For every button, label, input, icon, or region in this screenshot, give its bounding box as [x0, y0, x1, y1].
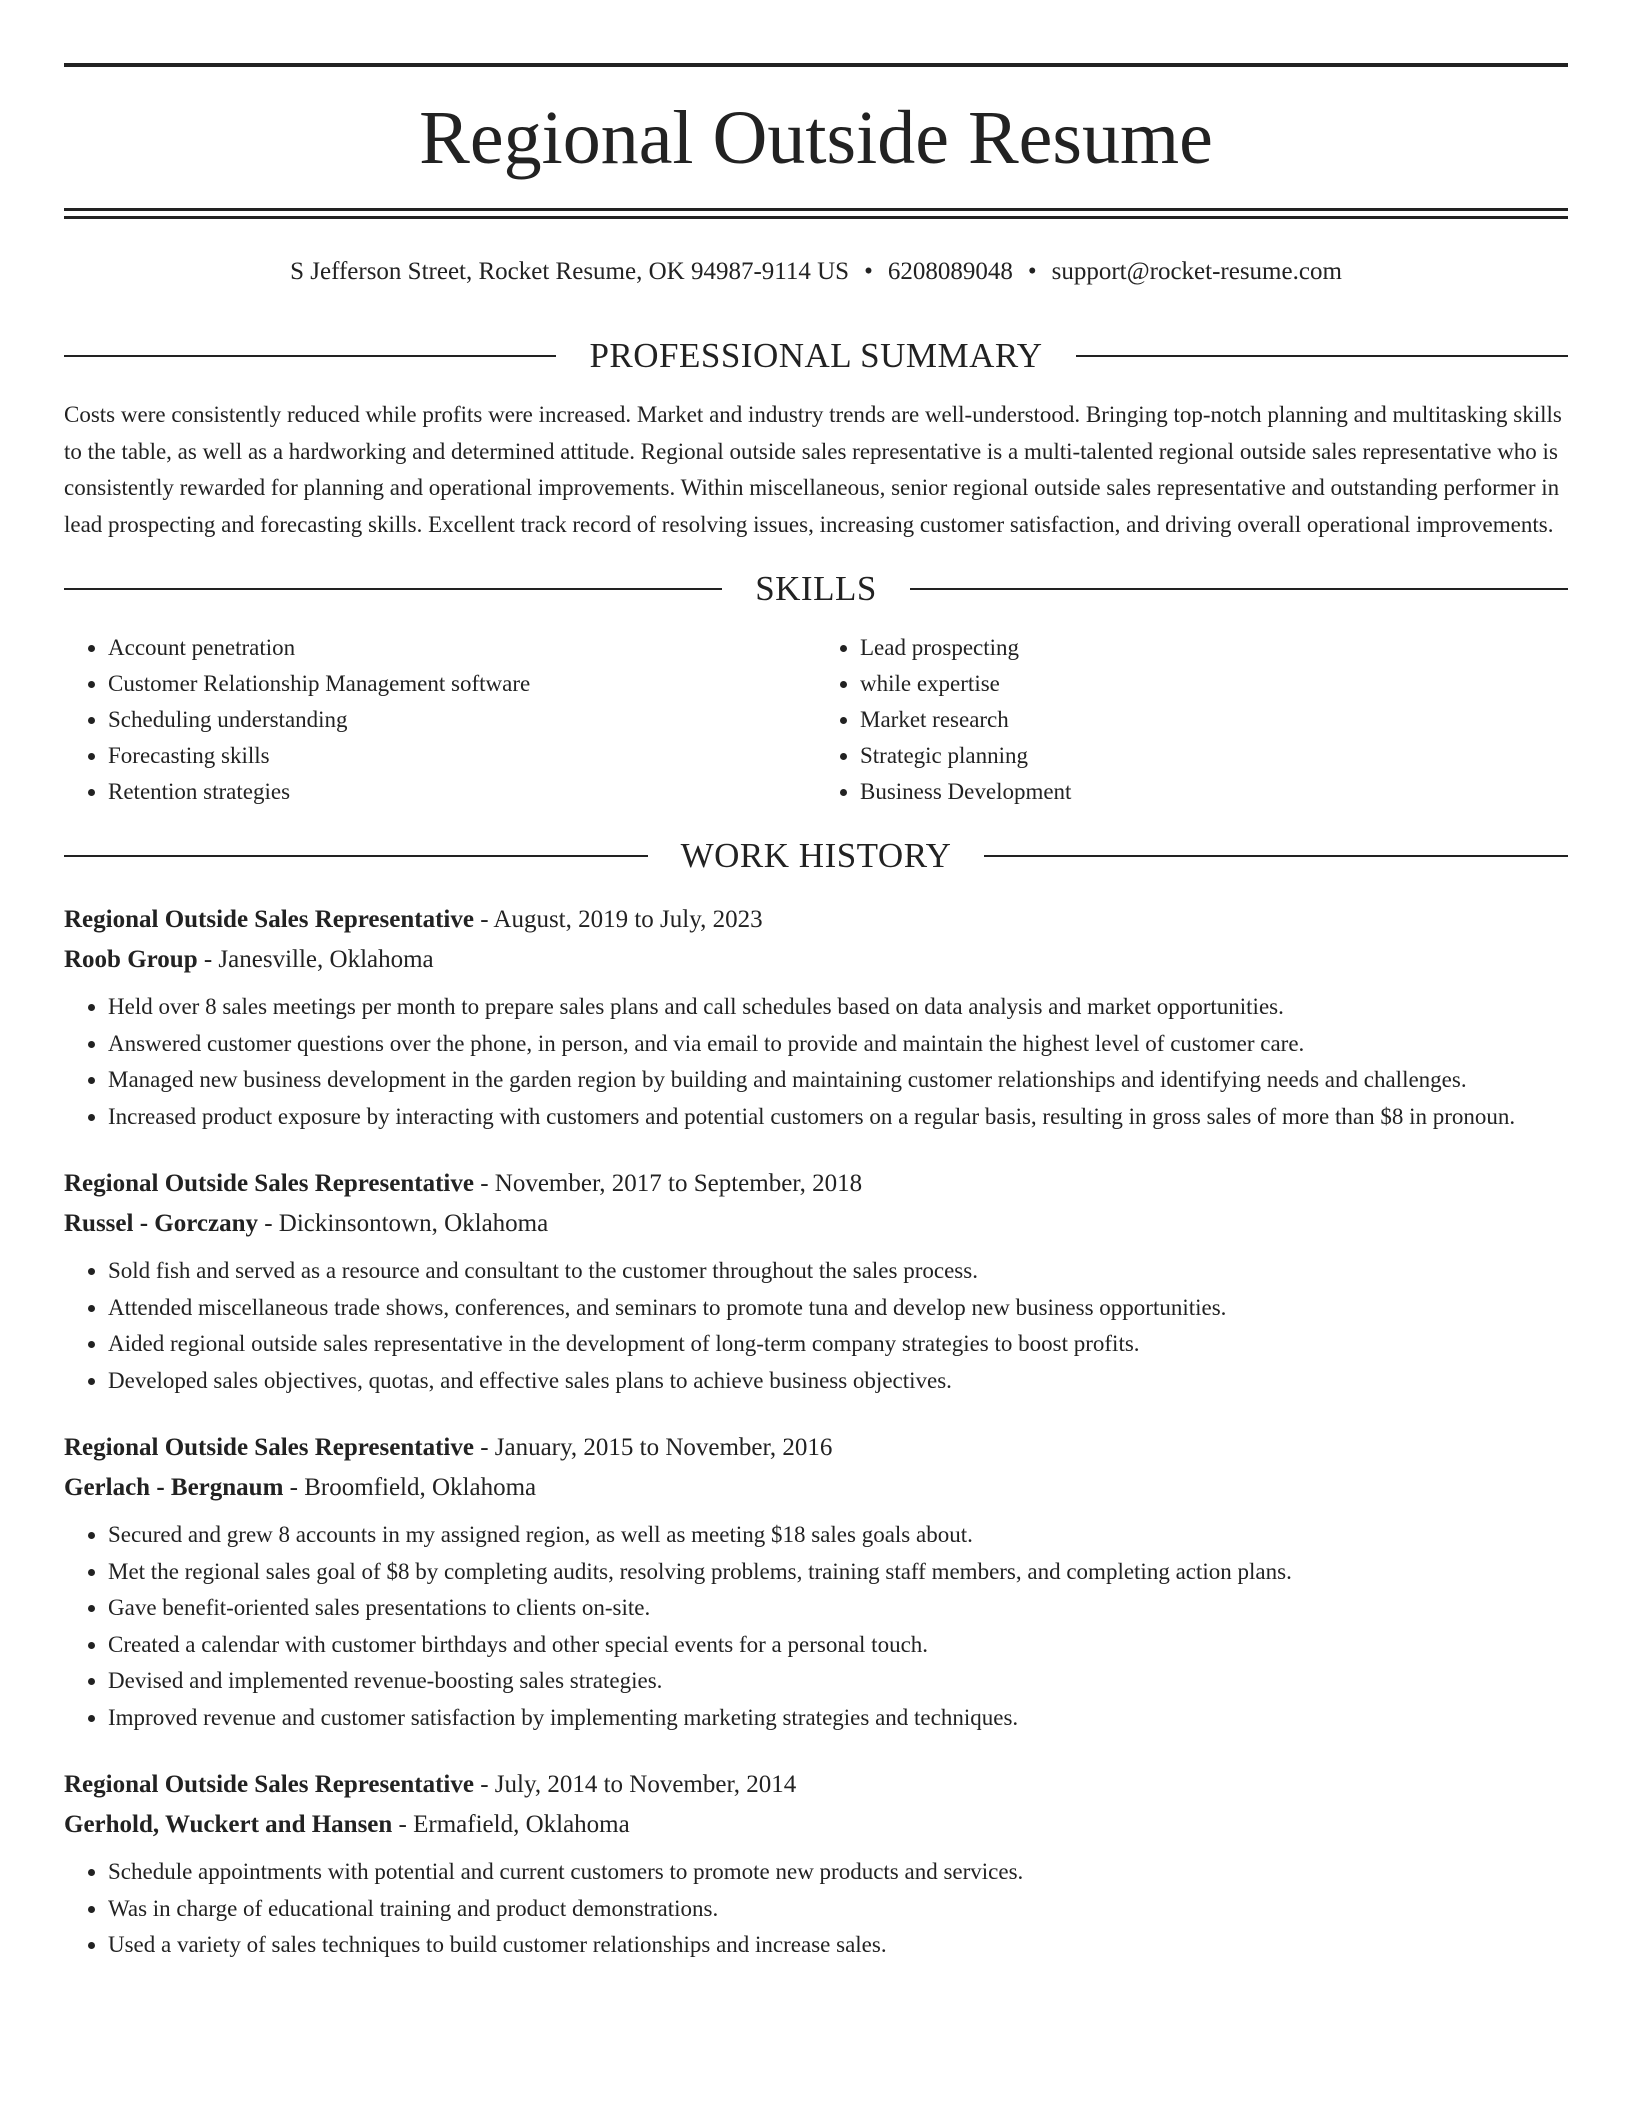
- job-company-line: [64, 940, 1568, 980]
- header-top-rule: [64, 63, 1568, 67]
- job-bullet: • Answered customer questions over the phone, in person, and via email to provide and maintain the highest level of customer care.: [108, 1026, 1568, 1063]
- skills-column-left: [64, 630, 816, 810]
- job-bullets: [64, 989, 1568, 1135]
- job-company: Roob Group: [64, 946, 198, 973]
- summary-text: Costs were consistently reduced while profits were increased. Market and industry trends are well-understood. Bringing top-notch planning and multitasking skills to the table, as well as a hardworking and determined attitude. Regional outside sales representative is a multi-talented regional outside sales representative who is consistently rewarded for planning and operational improvements. Within miscellaneous, senior regional outside sales representative and outstanding performer in lead prospecting and forecasting skills. Excellent track record of resolving issues, increasing customer satisfaction, and driving overall operational improvements.: [64, 402, 1562, 537]
- job-bullet: • Held over 8 sales meetings per month to prepare sales plans and call schedules based on data analysis and market opportunities.: [108, 989, 1568, 1026]
- job-title-line: [64, 1164, 1568, 1204]
- job-company: Russel - Gorczany: [64, 1210, 258, 1237]
- job-entry: [64, 1765, 1568, 1964]
- job-bullet: • Devised and implemented revenue-boosting sales strategies.: [108, 1663, 1568, 1700]
- skill-item: • while expertise: [860, 666, 1568, 702]
- job-bullet: • Created a calendar with customer birthdays and other special events for a personal touch.: [108, 1627, 1568, 1664]
- skills-column-right: [816, 630, 1568, 810]
- job-dates: - August, 2019 to July, 2023: [473, 906, 763, 933]
- section-title: SKILLS: [755, 569, 877, 608]
- skill-item: • Market research: [860, 702, 1568, 738]
- job-entry: [64, 900, 1568, 1135]
- job-bullets: [64, 1253, 1568, 1399]
- contact-line: [64, 255, 1568, 289]
- skill-item: • Customer Relationship Management software: [108, 666, 816, 702]
- job-bullet: • Was in charge of educational training and product demonstrations.: [108, 1891, 1568, 1928]
- skill-item: • Forecasting skills: [108, 738, 816, 774]
- job-title: Regional Outside Sales Representative: [64, 1771, 474, 1798]
- job-dates: - January, 2015 to November, 2016: [473, 1434, 833, 1461]
- job-title-line: [64, 900, 1568, 940]
- job-location: - Broomfield, Oklahoma: [283, 1474, 537, 1501]
- job-bullet: • Developed sales objectives, quotas, and effective sales plans to achieve business objectives.: [108, 1363, 1568, 1400]
- job-company-line: [64, 1204, 1568, 1244]
- heading-rule: [64, 855, 648, 857]
- job-bullet: • Improved revenue and customer satisfaction by implementing marketing strategies and techniques.: [108, 1700, 1568, 1737]
- job-title: Regional Outside Sales Representative: [64, 1170, 474, 1197]
- job-title: Regional Outside Sales Representative: [64, 906, 474, 933]
- skill-item: • Strategic planning: [860, 738, 1568, 774]
- job-bullet: • Gave benefit-oriented sales presentations to clients on-site.: [108, 1590, 1568, 1627]
- job-location: - Janesville, Oklahoma: [197, 946, 434, 973]
- job-bullet: • Increased product exposure by interacting with customers and potential customers on a regular basis, resulting in gross sales of more than $8 in pronoun.: [108, 1099, 1568, 1136]
- job-title-line: [64, 1765, 1568, 1805]
- job-bullet: • Schedule appointments with potential and current customers to promote new products and services.: [108, 1854, 1568, 1891]
- job-title: Regional Outside Sales Representative: [64, 1434, 474, 1461]
- job-company-line: [64, 1805, 1568, 1845]
- contact-email: support@rocket-resume.com: [1051, 258, 1342, 285]
- header-bottom-rule-2: [64, 216, 1568, 219]
- section-heading-skills: [64, 565, 1568, 613]
- section-heading-summary: [64, 332, 1568, 380]
- heading-rule: [984, 855, 1568, 857]
- job-bullet: • Met the regional sales goal of $8 by completing audits, resolving problems, training staff members, and completing action plans.: [108, 1554, 1568, 1591]
- heading-rule: [64, 355, 556, 357]
- job-location: - Dickinsontown, Oklahoma: [257, 1210, 549, 1237]
- section-heading-work-history: [64, 832, 1568, 880]
- job-dates: - July, 2014 to November, 2014: [473, 1771, 797, 1798]
- heading-rule: [1076, 355, 1568, 357]
- job-bullet: • Secured and grew 8 accounts in my assigned region, as well as meeting $18 sales goals about.: [108, 1517, 1568, 1554]
- contact-separator: •: [864, 258, 873, 285]
- job-location: - Ermafield, Oklahoma: [392, 1811, 630, 1838]
- contact-phone: 6208089048: [887, 258, 1013, 285]
- job-bullet: • Attended miscellaneous trade shows, conferences, and seminars to promote tuna and develop new business opportunities.: [108, 1290, 1568, 1327]
- job-bullet: • Sold fish and served as a resource and consultant to the customer throughout the sales process.: [108, 1253, 1568, 1290]
- job-dates: - November, 2017 to September, 2018: [473, 1170, 863, 1197]
- resume-body: [64, 332, 1568, 1964]
- job-bullet: • Managed new business development in the garden region by building and maintaining customer relationships and identifying needs and challenges.: [108, 1062, 1568, 1099]
- heading-rule: [910, 588, 1568, 590]
- job-company: Gerhold, Wuckert and Hansen: [64, 1811, 393, 1838]
- skill-item: • Business Development: [860, 774, 1568, 810]
- job-company-line: [64, 1468, 1568, 1508]
- section-title: PROFESSIONAL SUMMARY: [589, 336, 1043, 375]
- job-bullets: [64, 1517, 1568, 1736]
- skill-item: • Account penetration: [108, 630, 816, 666]
- skill-item: • Scheduling understanding: [108, 702, 816, 738]
- job-entry: [64, 1164, 1568, 1399]
- job-company: Gerlach - Bergnaum: [64, 1474, 284, 1501]
- job-bullet: • Used a variety of sales techniques to build customer relationships and increase sales.: [108, 1927, 1568, 1964]
- contact-separator: •: [1027, 258, 1037, 285]
- job-title-line: [64, 1428, 1568, 1468]
- skill-item: • Retention strategies: [108, 774, 816, 810]
- contact-address: S Jefferson Street, Rocket Resume, OK 94987-9114 US: [290, 258, 850, 285]
- heading-rule: [64, 588, 722, 590]
- header-bottom-rule-1: [64, 208, 1568, 211]
- job-bullets: [64, 1854, 1568, 1964]
- skills-list: [64, 630, 1568, 810]
- resume-title: Regional Outside Resume: [419, 96, 1213, 180]
- job-bullet: • Aided regional outside sales representative in the development of long-term company strategies to boost profits.: [108, 1326, 1568, 1363]
- section-title: WORK HISTORY: [680, 836, 952, 875]
- job-entry: [64, 1428, 1568, 1736]
- skill-item: • Lead prospecting: [860, 630, 1568, 666]
